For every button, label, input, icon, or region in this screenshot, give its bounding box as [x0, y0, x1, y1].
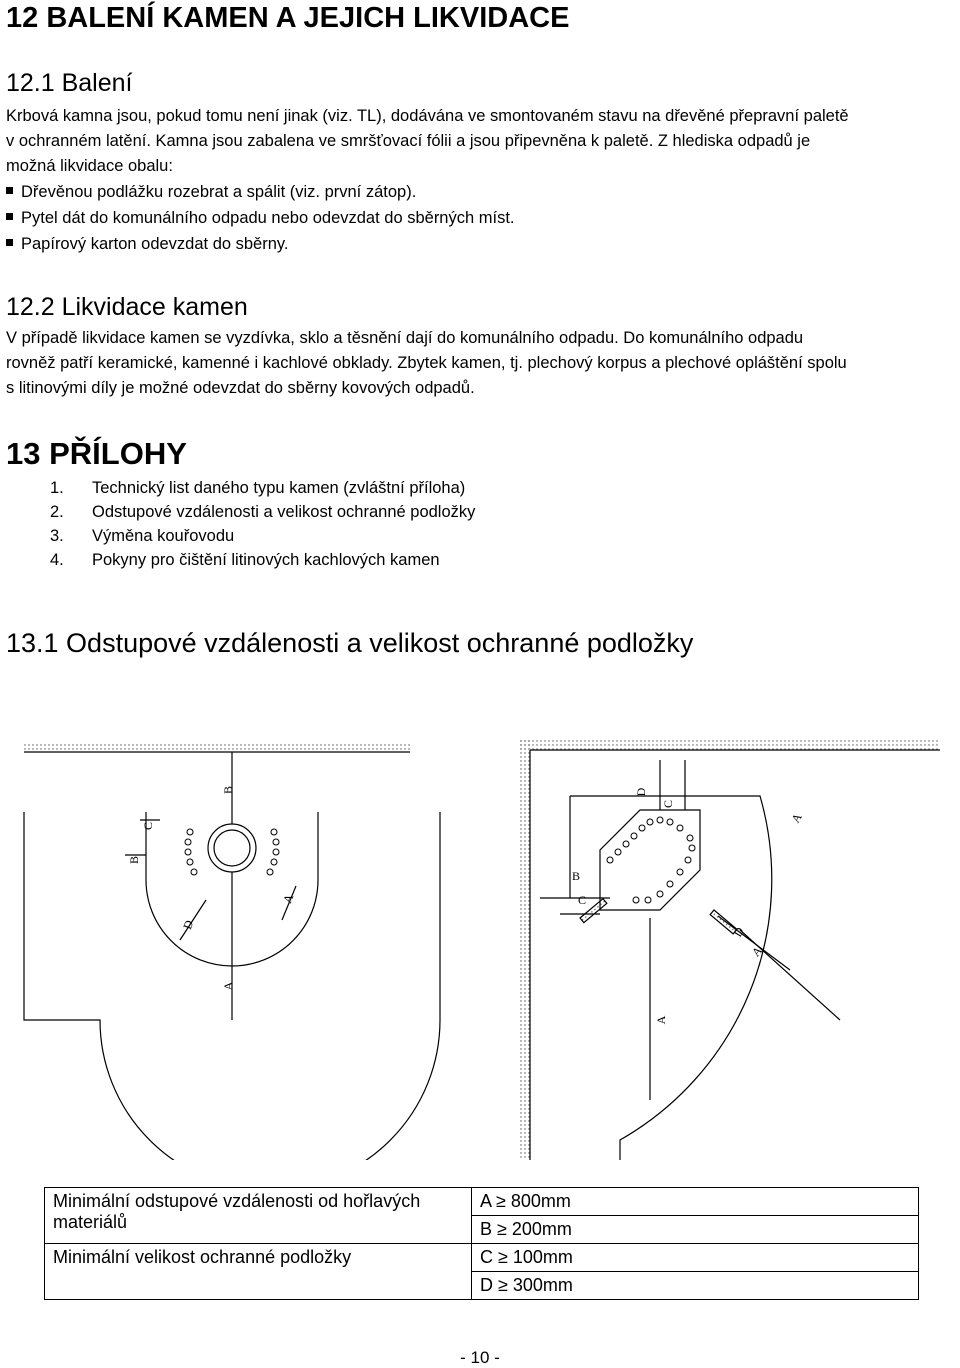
label-d-left: D	[180, 918, 197, 932]
paragraph-line: s litinovými díly je možné odevzdat do sběrny kovových odpadů.	[6, 379, 475, 397]
label-a2-right: A	[654, 1015, 668, 1025]
grate-left	[185, 829, 279, 875]
bullet-text: Papírový karton odevzdat do sběrny.	[21, 235, 289, 253]
table-cell-value: C ≥ 100mm	[472, 1244, 919, 1272]
bullet-square-icon	[6, 187, 13, 194]
table-cell-value: D ≥ 300mm	[472, 1272, 919, 1300]
section-13-1-title: 13.1 Odstupové vzdálenosti a velikost ochranné podložky	[6, 628, 694, 658]
list-number: 4.	[50, 551, 64, 569]
label-a-left: A	[221, 981, 235, 991]
paragraph-line: rovněž patří keramické, kamenné i kachlové obklady. Zbytek kamen, tj. plechový korpus a plechové opláštění spolu	[6, 354, 847, 372]
paragraph-line: v ochranném latění. Kamna jsou zabalena ve smršťovací fólii a jsou připevněna k paletě. Z hlediska odpadů je	[6, 132, 811, 150]
bullet-item	[6, 206, 515, 231]
wall-side-right	[520, 740, 530, 1160]
label-c-left: C	[141, 821, 155, 831]
list-number: 2.	[50, 503, 64, 521]
protective-pad-right	[620, 796, 772, 1160]
flue-left	[208, 824, 256, 872]
table-cell-label: Minimální odstupové vzdálenosti od hořlavých materiálů	[45, 1188, 472, 1244]
section-12-title: 12 BALENÍ KAMEN A JEJICH LIKVIDACE	[6, 2, 570, 34]
label-c2-right: C	[661, 799, 675, 809]
list-item	[50, 500, 475, 525]
table-cell-value: A ≥ 800mm	[472, 1188, 919, 1216]
table-cell-value: B ≥ 200mm	[472, 1216, 919, 1244]
table-cell-label: Minimální velikost ochranné podložky	[45, 1244, 472, 1300]
section-12-2-title: 12.2 Likvidace kamen	[6, 293, 248, 321]
bullet-item	[6, 232, 289, 257]
label-b-left: B	[221, 785, 235, 795]
paragraph-line: V případě likvidace kamen se vyzdívka, sklo a těsnění dají do komunálního odpadu. Do komunálního odpadu	[6, 329, 804, 347]
section-12-1-title: 12.1 Balení	[6, 69, 133, 97]
clearance-diagram	[0, 720, 960, 1160]
list-item	[50, 524, 234, 549]
list-text: Odstupové vzdálenosti a velikost ochranné podložky	[92, 503, 476, 521]
label-d2-right: D	[730, 924, 747, 940]
bullet-text: Dřevěnou podlážku rozebrat a spálit (viz. první zátop).	[21, 183, 417, 201]
label-d-right: D	[634, 787, 648, 797]
list-number: 1.	[50, 479, 64, 497]
bullet-square-icon	[6, 213, 13, 220]
bullet-item	[6, 180, 416, 205]
label-c-right: C	[578, 893, 587, 907]
label-b-right: B	[572, 869, 581, 883]
requirements-table	[44, 1187, 919, 1300]
section-13-title: 13 PŘÍLOHY	[6, 436, 187, 471]
list-item	[50, 548, 440, 573]
label-a-right: A	[748, 943, 766, 960]
list-item	[50, 476, 465, 501]
list-text: Pokyny pro čištění litinových kachlových kamen	[92, 551, 440, 569]
paragraph-line: Krbová kamna jsou, pokud tomu není jinak (viz. TL), dodávána ve smontovaném stavu na dřevěné přepravní paletě	[6, 107, 849, 125]
table-row	[45, 1188, 919, 1216]
dim-line-a-right	[740, 930, 840, 1020]
label-b2-left: B	[127, 855, 141, 865]
table-row	[45, 1244, 919, 1272]
bullet-text: Pytel dát do komunálního odpadu nebo odevzdat do sběrných míst.	[21, 209, 515, 227]
wall-top-right	[520, 740, 940, 750]
label-a3-right: A	[788, 810, 805, 826]
label-a2-left: A	[280, 892, 297, 906]
paragraph-line: možná likvidace obalu:	[6, 157, 173, 175]
flue-inner-left	[214, 830, 250, 866]
bullet-square-icon	[6, 239, 13, 246]
list-number: 3.	[50, 527, 64, 545]
wall-left	[24, 742, 410, 752]
page-number: - 10 -	[460, 1348, 500, 1367]
list-text: Výměna kouřovodu	[92, 527, 235, 545]
list-text: Technický list daného typu kamen (zvláštní příloha)	[92, 479, 466, 497]
